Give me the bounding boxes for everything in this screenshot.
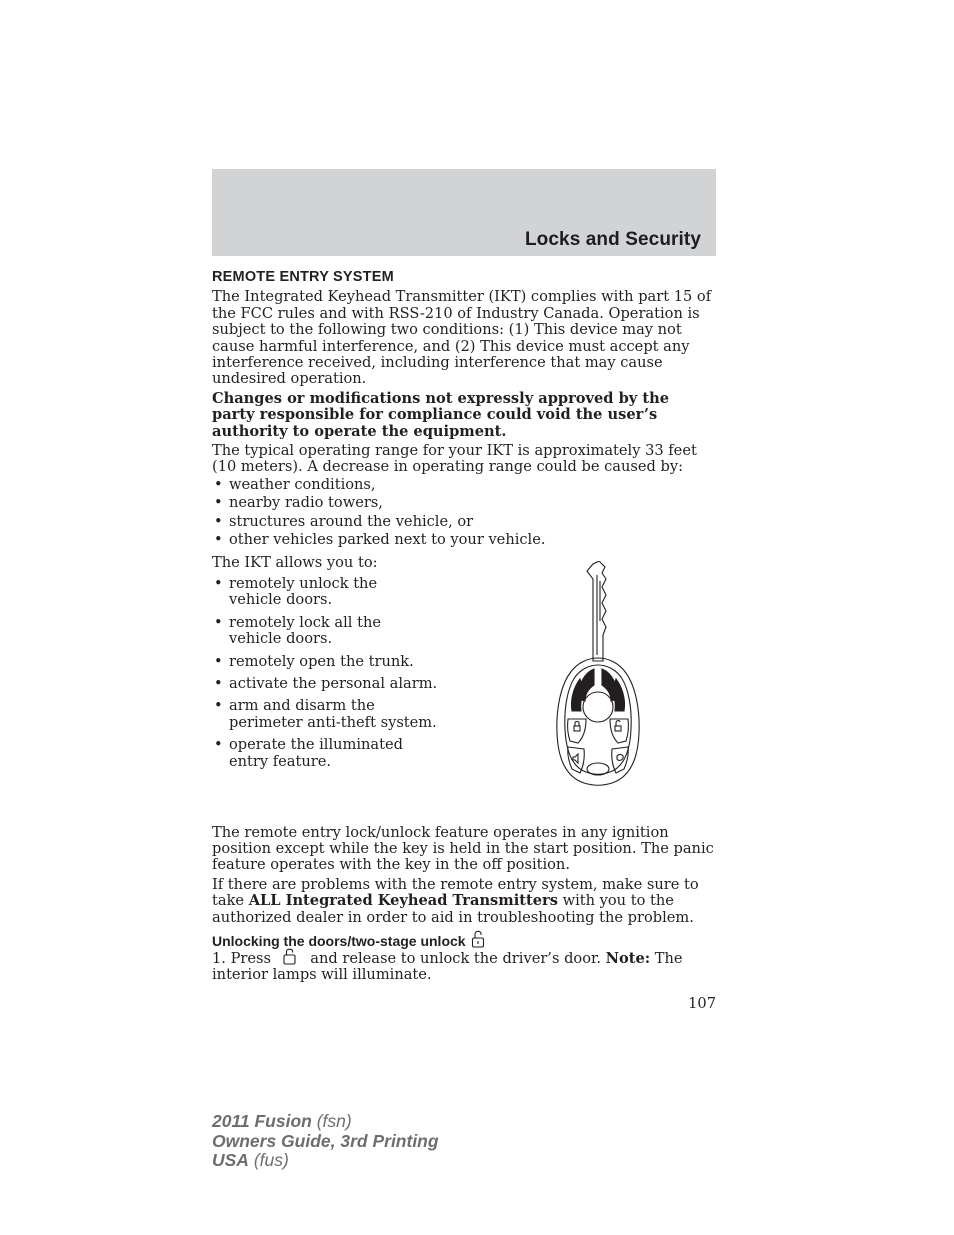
footer-line-3 <box>212 1151 439 1171</box>
range-causes-list <box>212 477 716 549</box>
unlock-icon <box>470 929 486 949</box>
troubleshooting-text-a: If there are problems with the remote entry system, make sure to take <box>212 875 699 910</box>
step-1-paragraph <box>212 951 716 984</box>
chapter-title: Locks and Security <box>524 229 701 250</box>
page-number: 107 <box>688 994 716 1012</box>
step-1-note-label: Note: <box>605 949 651 967</box>
unlock-subheading-text: Unlocking the doors/two-stage unlock <box>212 932 466 949</box>
section-heading: REMOTE ENTRY SYSTEM <box>212 269 394 285</box>
ignition-paragraph: The remote entry lock/unlock feature operates in any ignition position except while the key is held in the start position. The panic feature operates with the key in the off position. <box>212 823 714 874</box>
footer-line-1 <box>212 1112 439 1132</box>
footer-market-code: (fus) <box>248 1150 289 1170</box>
footer-guide: Owners Guide, 3rd Printing <box>212 1130 439 1151</box>
footer-market: USA <box>212 1150 249 1170</box>
list-item: • arm and disarm the perimeter anti-theft system. <box>212 698 444 731</box>
ikt-features-block <box>212 555 716 817</box>
unlock-icon <box>278 948 304 966</box>
troubleshooting-text-bold: ALL Integrated Keyhead Transmitters <box>248 892 558 910</box>
ikt-features-list <box>212 576 452 770</box>
page-content <box>212 266 716 1012</box>
footer-model-code: (fsn) <box>311 1111 352 1131</box>
list-item: • remotely unlock the vehicle doors. <box>212 576 429 609</box>
footer-model: 2011 Fusion <box>212 1111 312 1131</box>
troubleshooting-paragraph <box>212 877 716 926</box>
troubleshooting-text-b: with you to the authorized dealer in order to aid in troubleshooting the problem. <box>212 892 694 926</box>
step-1-text-b: and release to unlock the driver’s door. <box>305 949 606 967</box>
list-item: • operate the illuminated entry feature. <box>212 737 434 770</box>
step-1-text-c: The interior lamps will illuminate. <box>212 949 683 984</box>
fcc-paragraph: The Integrated Keyhead Transmitter (IKT) complies with part 15 of the FCC rules and with RSS-210 of Industry Canada. Operation is subject to the following two conditions: (1) This device may not cause harmful interference, and (2) This device must accept any interference received, including interference that may cause undesired operation. <box>212 288 712 388</box>
ikt-allows-intro: The IKT allows you to: <box>212 553 378 571</box>
list-item: • other vehicles parked next to your vehicle. <box>212 532 716 548</box>
chapter-header-band <box>212 169 716 256</box>
list-item: • remotely lock all the vehicle doors. <box>212 615 429 648</box>
list-item: • activate the personal alarm. <box>212 676 452 692</box>
range-paragraph: The typical operating range for your IKT is approximately 33 feet (10 meters). A decrease in operating range could be caused by: <box>212 442 697 476</box>
list-item: • nearby radio towers, <box>212 495 716 511</box>
step-1-text-a: 1. Press <box>212 949 271 967</box>
document-footer <box>212 1112 439 1171</box>
key-fob-illustration <box>550 561 646 791</box>
list-item: • weather conditions, <box>212 477 716 493</box>
list-item: • structures around the vehicle, or <box>212 514 716 530</box>
warning-paragraph: Changes or modifications not expressly approved by the party responsible for compliance could void the user’s authority to operate the equipment. <box>212 389 669 440</box>
footer-line-2 <box>212 1132 439 1152</box>
unlock-subheading <box>212 929 716 949</box>
list-item: • remotely open the trunk. <box>212 654 452 670</box>
